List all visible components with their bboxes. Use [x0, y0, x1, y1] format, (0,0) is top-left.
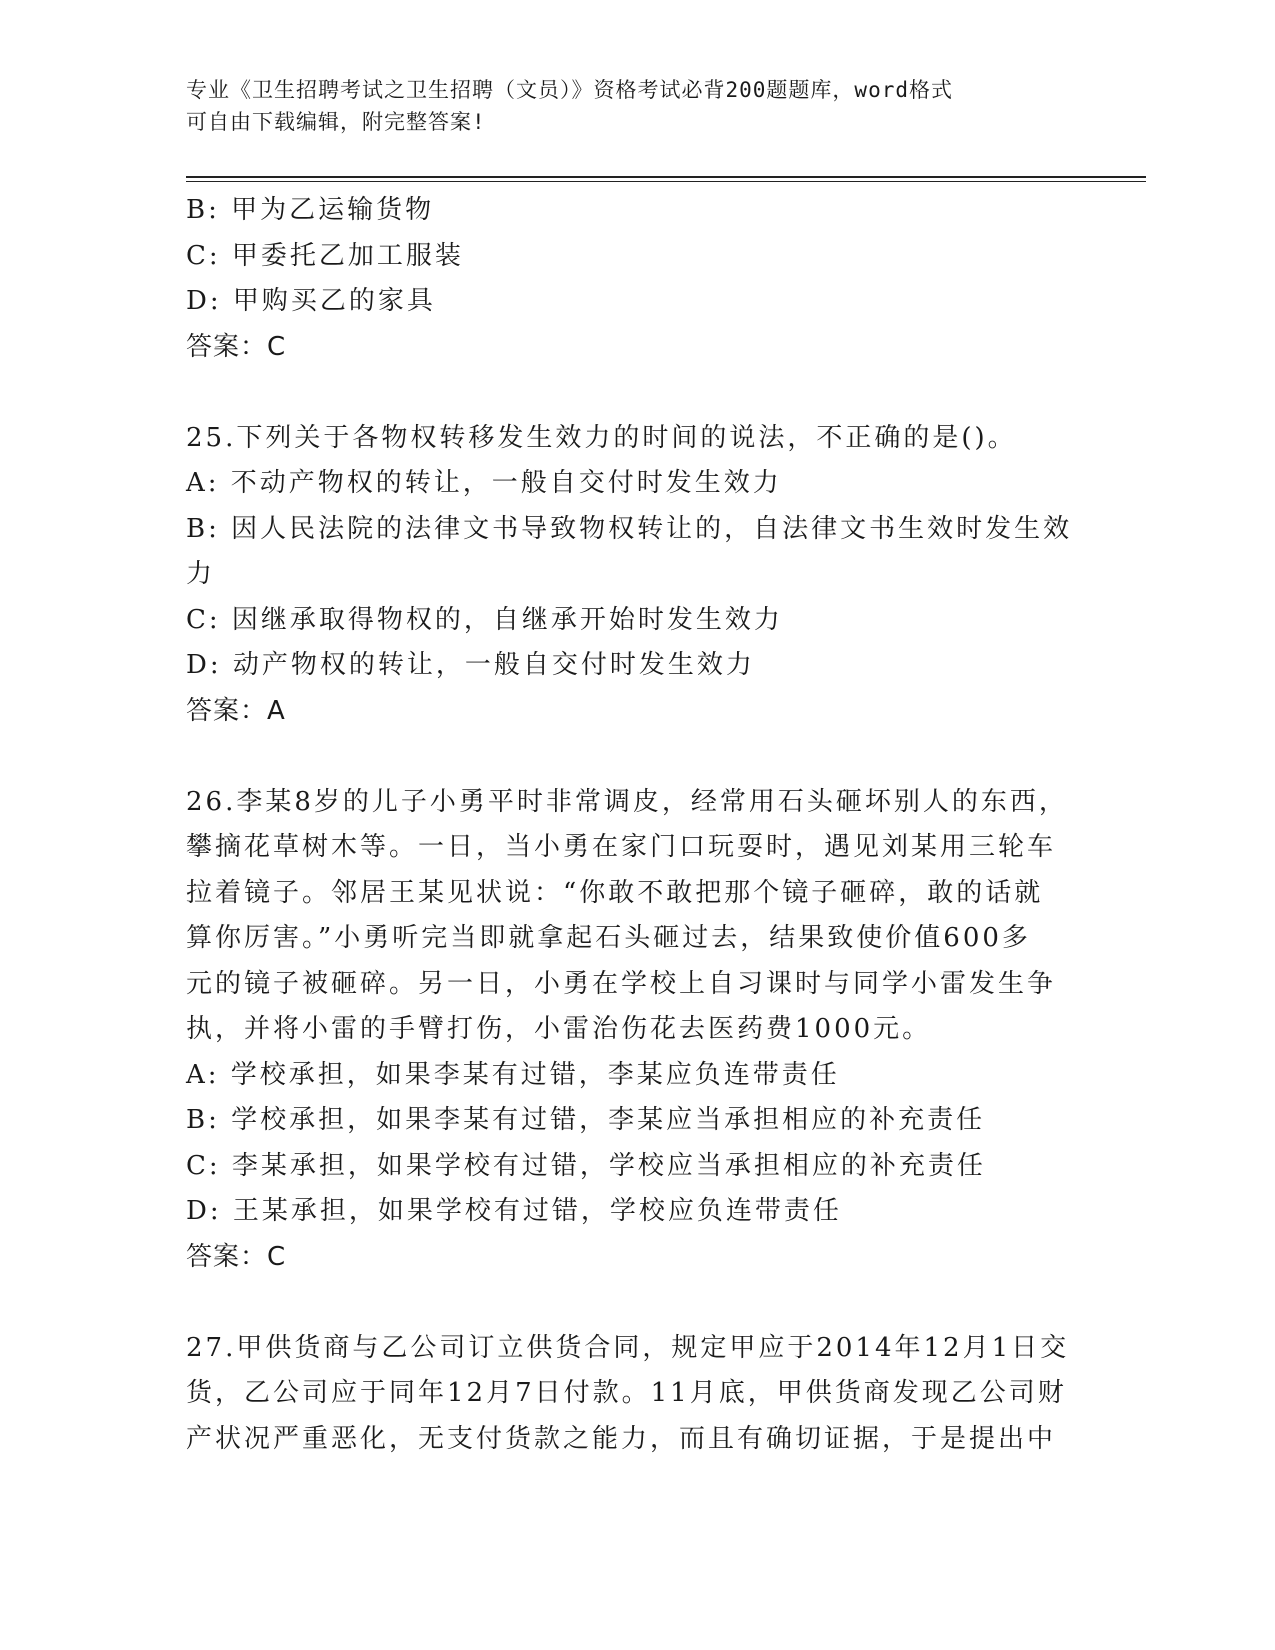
- question-stem: 25.下列关于各物权转移发生效力的时间的说法，不正确的是()。: [186, 422, 1017, 453]
- option-b-continued: 力: [186, 559, 216, 589]
- header-rule-thin: [186, 181, 1146, 182]
- header-rule-thick: [186, 176, 1146, 178]
- question-24-tail: [186, 188, 1086, 370]
- spacer: [186, 734, 1086, 780]
- document-body: [186, 188, 1086, 1462]
- answer: 答案：A: [186, 695, 286, 726]
- option-a: A: 不动产物权的转让，一般自交付时发生效力: [186, 468, 782, 498]
- question-25: [186, 416, 1086, 735]
- question-stem-line: 元的镜子被砸碎。另一日，小勇在学校上自习课时与同学小雷发生争: [186, 968, 1057, 999]
- question-stem-line: 27.甲供货商与乙公司订立供货合同，规定甲应于2014年12月1日交: [186, 1332, 1070, 1363]
- option-d: D: 动产物权的转让，一般自交付时发生效力: [186, 650, 755, 680]
- page-header: [186, 74, 1086, 138]
- question-stem-line: 产状况严重恶化，无支付货款之能力，而且有确切证据，于是提出中: [186, 1423, 1057, 1454]
- question-stem-line: 算你厉害。”小勇听完当即就拿起石头砸过去，结果致使价值600多: [186, 923, 1031, 953]
- option-b: B: 学校承担，如果李某有过错，李某应当承担相应的补充责任: [186, 1105, 986, 1135]
- option-b: B: 因人民法院的法律文书导致物权转让的，自法律文书生效时发生效: [186, 513, 1073, 544]
- option-c: C: 因继承取得物权的，自继承开始时发生效力: [186, 604, 783, 635]
- option-d: D: 甲购买乙的家具: [186, 286, 436, 316]
- spacer: [186, 1280, 1086, 1326]
- option-a: A: 学校承担，如果李某有过错，李某应负连带责任: [186, 1059, 840, 1090]
- question-stem-line: 攀摘花草树木等。一日，当小勇在家门口玩耍时，遇见刘某用三轮车: [186, 832, 1057, 862]
- header-line-1: 专业《卫生招聘考试之卫生招聘（文员）》资格考试必背200题题库，word格式: [186, 78, 953, 102]
- question-stem-line: 货，乙公司应于同年12月7日付款。11月底，甲供货商发现乙公司财: [186, 1378, 1067, 1408]
- answer: 答案：C: [186, 1241, 287, 1272]
- question-stem-line: 执，并将小雷的手臂打伤，小雷治伤花去医药费1000元。: [186, 1014, 932, 1044]
- header-line-2: 可自由下载编辑，附完整答案!: [186, 110, 486, 134]
- answer: 答案：C: [186, 331, 287, 362]
- option-c: C: 李某承担，如果学校有过错，学校应当承担相应的补充责任: [186, 1150, 986, 1181]
- question-26: [186, 780, 1086, 1281]
- question-stem-line: 拉着镜子。邻居王某见状说：“你敢不敢把那个镜子砸碎，敢的话就: [186, 877, 1044, 908]
- spacer: [186, 370, 1086, 416]
- option-b: B: 甲为乙运输货物: [186, 195, 435, 225]
- option-c: C: 甲委托乙加工服装: [186, 240, 464, 271]
- question-27: [186, 1326, 1086, 1463]
- option-d: D: 王某承担，如果学校有过错，学校应负连带责任: [186, 1196, 842, 1226]
- question-stem-line: 26.李某8岁的儿子小勇平时非常调皮，经常用石头砸坏别人的东西，: [186, 786, 1068, 817]
